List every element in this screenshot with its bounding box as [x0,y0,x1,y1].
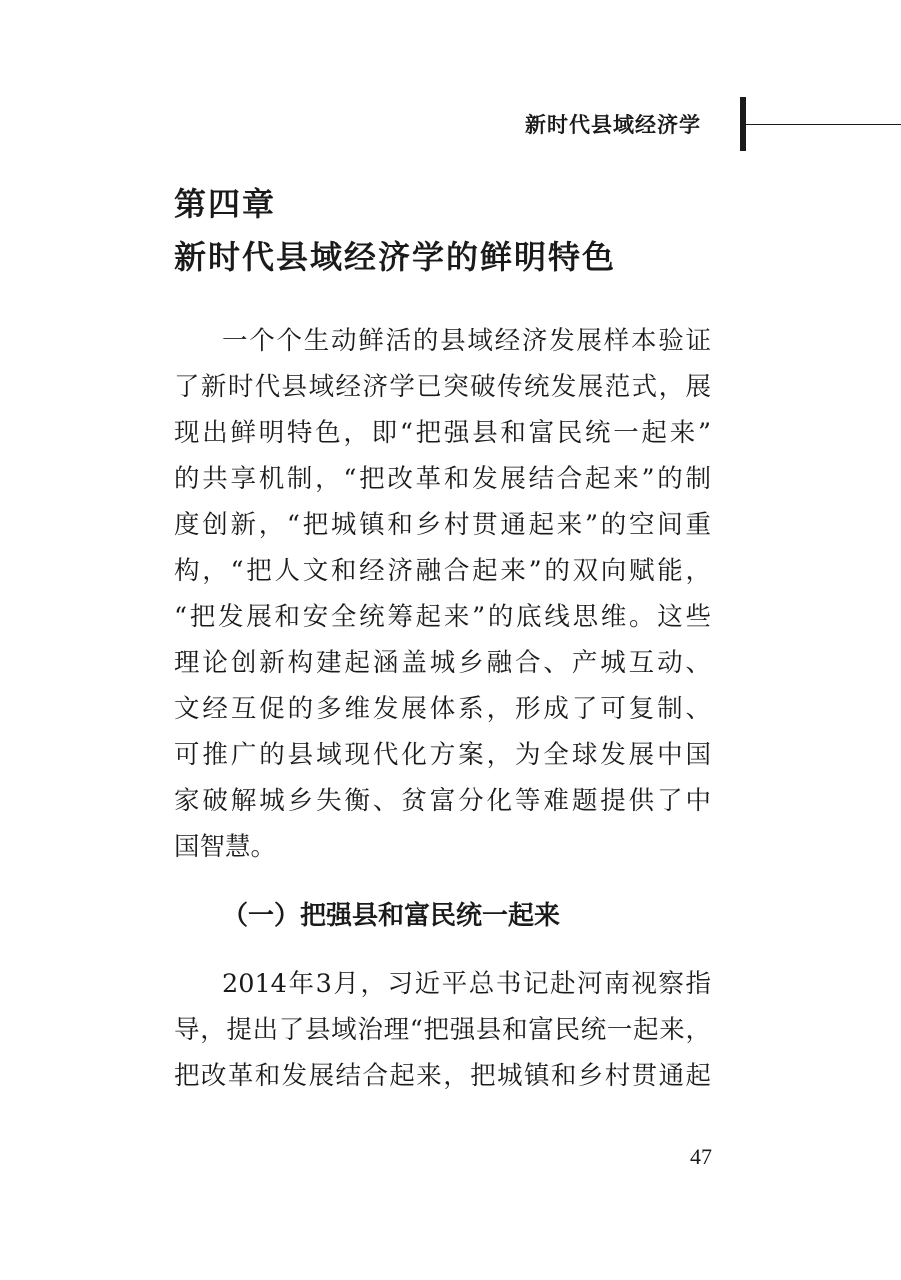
paragraph-line: 国智慧。 [174,832,277,862]
section-heading: （一）把强县和富民统一起来 [222,901,561,931]
chapter-title: 新时代县域经济学的鲜明特色 [174,238,617,276]
page-number: 47 [690,1144,712,1169]
paragraph-line: 的共享机制，“把改革和发展结合起来”的制 [174,464,711,494]
paragraph-line: “把发展和安全统筹起来”的底线思维。这些 [174,602,711,632]
paragraph-line: 了新时代县域经济学已突破传统发展范式，展 [174,372,711,402]
paragraph-line: 文经互促的多维发展体系，形成了可复制、 [174,694,711,724]
paragraph-line: 一个个生动鲜活的县域经济发展样本验证 [222,326,711,356]
paragraph-line: 理论创新构建起涵盖城乡融合、产城互动、 [174,648,711,678]
paragraph-line: 现出鲜明特色，即“把强县和富民统一起来” [174,418,711,448]
paragraph-line: 导，提出了县域治理“把强县和富民统一起来， [174,1015,711,1045]
running-header-title: 新时代县域经济学 [525,113,701,137]
chapter-label: 第四章 [174,185,277,223]
paragraph-line: 家破解城乡失衡、贫富分化等难题提供了中 [174,786,711,816]
paragraph-line: 把改革和发展结合起来，把城镇和乡村贯通起 [174,1061,711,1091]
paragraph-line: 可推广的县域现代化方案，为全球发展中国 [174,740,711,770]
paragraph-line: 构，“把人文和经济融合起来”的双向赋能， [174,556,711,586]
paragraph-line: 度创新，“把城镇和乡村贯通起来”的空间重 [174,510,711,540]
header-horizontal-rule [746,124,901,125]
paragraph-line: 2014年3月，习近平总书记赴河南视察指 [222,969,711,999]
